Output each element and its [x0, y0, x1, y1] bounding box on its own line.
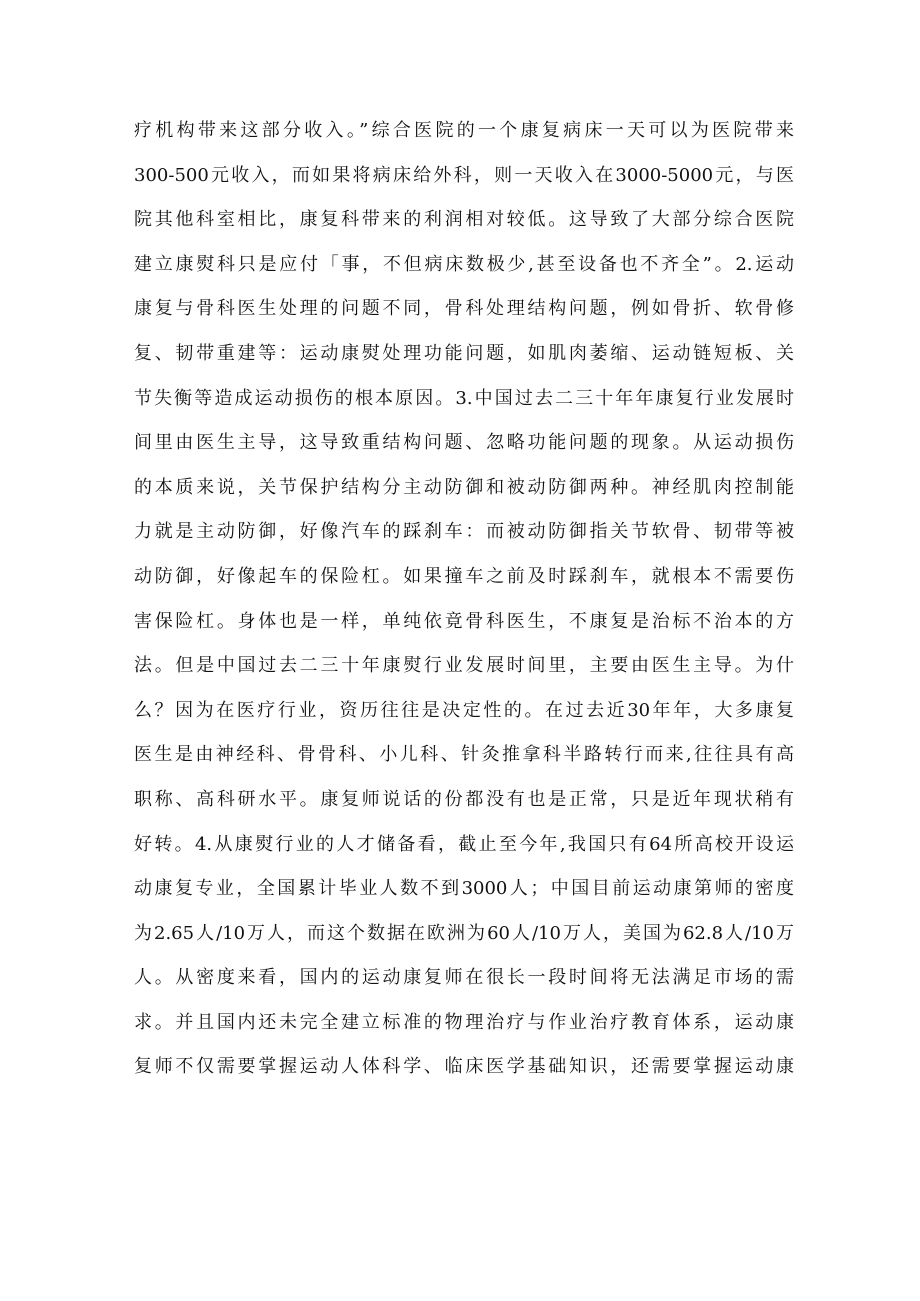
text-line: 害保险杠。身体也是一样，单纯依竟骨科医生，不康复是治标不治本的方	[134, 610, 794, 632]
text-line: 节失衡等造成运动损伤的根本原因。3.中国过去二三十年年康复行业发展时	[134, 387, 794, 409]
text-line: 职称、高科研水平。康复师说话的份都没有也是正常，只是近年现状稍有	[134, 788, 794, 810]
text-line: 法。但是中国过去二三十年康熨行业发展时间里，主要由医生主导。为什	[134, 655, 794, 677]
text-line: 为2.65人/10万人，而这个数据在欧洲为60人/10万人，美国为62.8人/10万	[134, 922, 794, 944]
text-line: 动防御，好像起车的保险杠。如果撞车之前及时踩刹车，就根本不需要伤	[134, 565, 794, 587]
text-line: 求。并且国内还未完全建立标准的物理治疗与作业治疗教育体系，运动康	[134, 1011, 794, 1033]
text-line: 么？因为在医疗行业，资历往往是决定性的。在过去近30年年，大多康复	[134, 699, 794, 721]
body-text	[134, 109, 794, 1090]
text-line: 人。从密度来看，国内的运动康复师在很长一段时间将无法满足市场的需	[134, 967, 794, 989]
text-line: 力就是主动防御，好像汽车的踩刹车：而被动防御指关节软骨、韧带等被	[134, 521, 794, 543]
text-line: 建立康熨科只是应付「事，不但病床数极少,甚至设备也不齐全”。2.运动	[134, 253, 794, 275]
text-line: 疗机构带来这部分收入。”综合医院的一个康复病床一天可以为医院带来	[134, 120, 794, 141]
text-line: 院其他科室相比，康复科带来的利润相对较低。这导致了大部分综合医院	[134, 209, 794, 231]
text-line: 的本质来说，关节保护结构分主动防御和被动防御两种。神经肌肉控制能	[134, 476, 794, 498]
text-line: 好转。4.从康熨行业的人才储备看，截止至今年,我国只有64所高校开设运	[134, 833, 794, 855]
text-line: 300-500元收入，而如果将病床给外科，则一天收入在3000-5000元，与医	[134, 164, 794, 186]
text-line: 动康复专业，全国累计毕业人数不到3000人；中国目前运动康第师的密度	[134, 878, 794, 900]
text-line: 康复与骨科医生处理的问题不同，骨科处理结构问题，例如骨折、软骨修	[134, 298, 794, 320]
text-line: 复、韧带重建等：运动康熨处理功能问题，如肌肉萎缩、运动链短板、关	[134, 342, 794, 364]
text-line: 复师不仅需要掌握运动人体科学、临床医学基础知识，还需要掌握运动康	[134, 1056, 794, 1078]
text-line: 医生是由神经科、骨骨科、小儿科、针灸推拿科半路转行而来,往往具有高	[134, 744, 794, 766]
text-line: 间里由医生主导，这导致重结构问题、忽略功能问题的现象。从运动损伤	[134, 432, 794, 454]
